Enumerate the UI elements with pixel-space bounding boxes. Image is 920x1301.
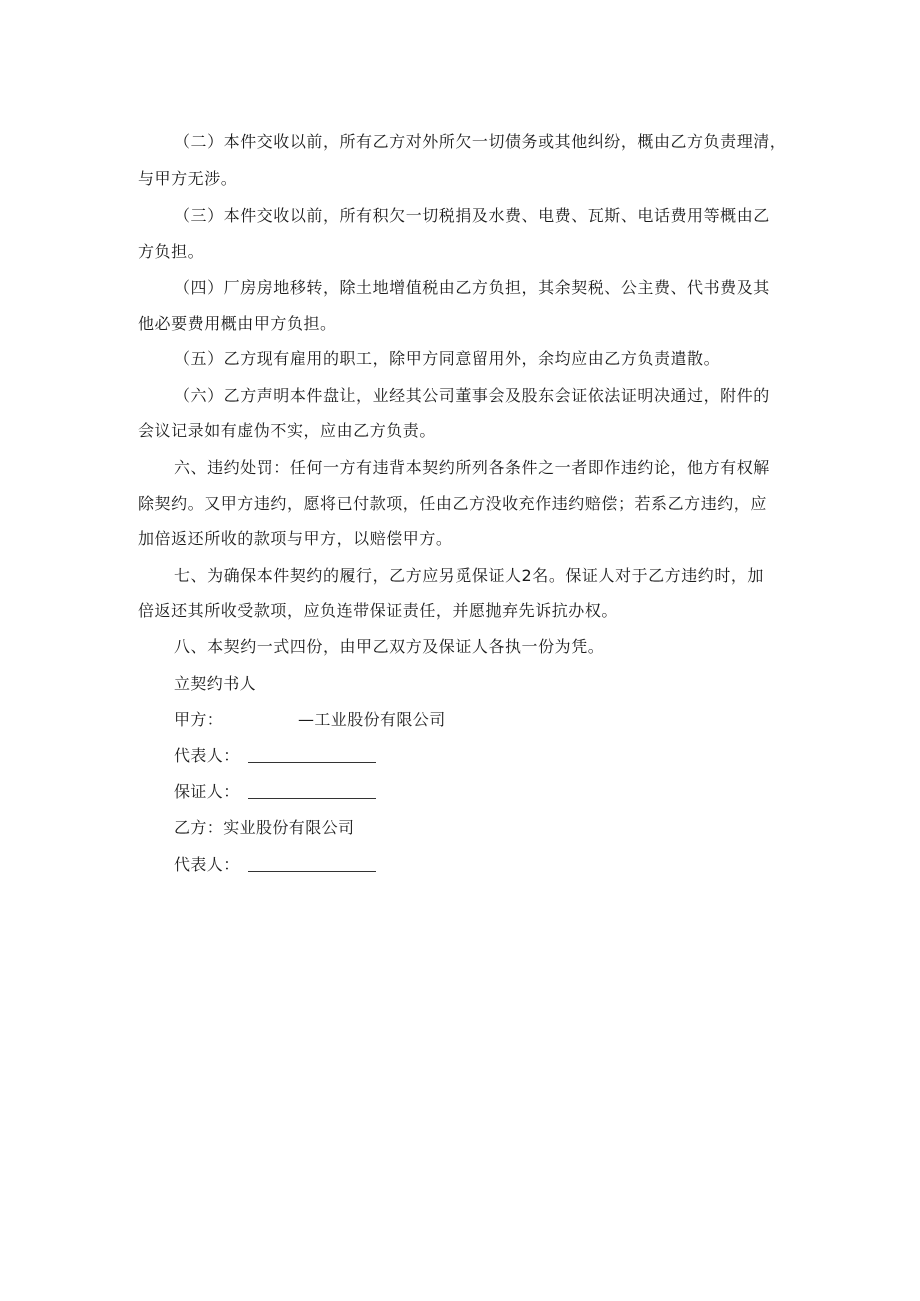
- section-7-line-2: 倍返还其所收受款项，应负连带保证责任，并愿抛弃先诉抗办权。: [138, 601, 618, 620]
- guarantor-signature-line: [248, 798, 376, 799]
- representative-a-signature-line: [248, 762, 376, 763]
- clause-3-line-2: 方负担。: [138, 242, 205, 261]
- clause-4-line-1: （四）厂房房地移转，除土地增值税由乙方负担，其余契税、公主费、代书费及其: [174, 278, 770, 297]
- section-8-line-1: 八、本契约一式四份，由甲乙双方及保证人各执一份为凭。: [174, 637, 605, 656]
- representative-a-label: 代表人：: [174, 746, 240, 765]
- clause-3-line-1: （三）本件交收以前，所有积欠一切税捐及水费、电费、瓦斯、电话费用等概由乙: [174, 206, 770, 225]
- section-6-line-1: 六、违约处罚：任何一方有违背本契约所列各条件之一者即作违约论，他方有权解: [174, 458, 770, 477]
- clause-6-line-2: 会议记录如有虚伪不实，应由乙方负责。: [138, 421, 436, 440]
- representative-b-signature-line: [248, 871, 376, 872]
- party-a-name: —工业股份有限公司: [298, 710, 446, 729]
- guarantor-label: 保证人：: [174, 782, 240, 801]
- clause-5-line-1: （五）乙方现有雇用的职工，除甲方同意留用外，余均应由乙方负责遣散。: [174, 349, 721, 368]
- clause-2-line-1: （二）本件交收以前，所有乙方对外所欠一切债务或其他纠纷，概由乙方负责理清，: [174, 132, 787, 151]
- signatories-heading: 立契约书人: [174, 674, 257, 693]
- section-6-line-2: 除契约。又甲方违约，愿将已付款项，任由乙方没收充作违约赔偿；若系乙方违约，应: [138, 494, 767, 513]
- party-b-label: 乙方：实业股份有限公司: [174, 818, 355, 837]
- party-a-label: 甲方：: [174, 710, 224, 729]
- section-6-line-3: 加倍返还所收的款项与甲方，以赔偿甲方。: [138, 529, 453, 548]
- clause-4-line-2: 他必要费用概由甲方负担。: [138, 314, 337, 333]
- clause-6-line-1: （六）乙方声明本件盘让，业经其公司董事会及股东会证依法证明决通过，附件的: [174, 386, 770, 405]
- clause-2-line-2: 与甲方无涉。: [138, 169, 238, 188]
- section-7-line-1: 七、为确保本件契约的履行，乙方应另觅保证人2名。保证人对于乙方违约时，加: [174, 566, 764, 585]
- representative-b-label: 代表人：: [174, 855, 240, 874]
